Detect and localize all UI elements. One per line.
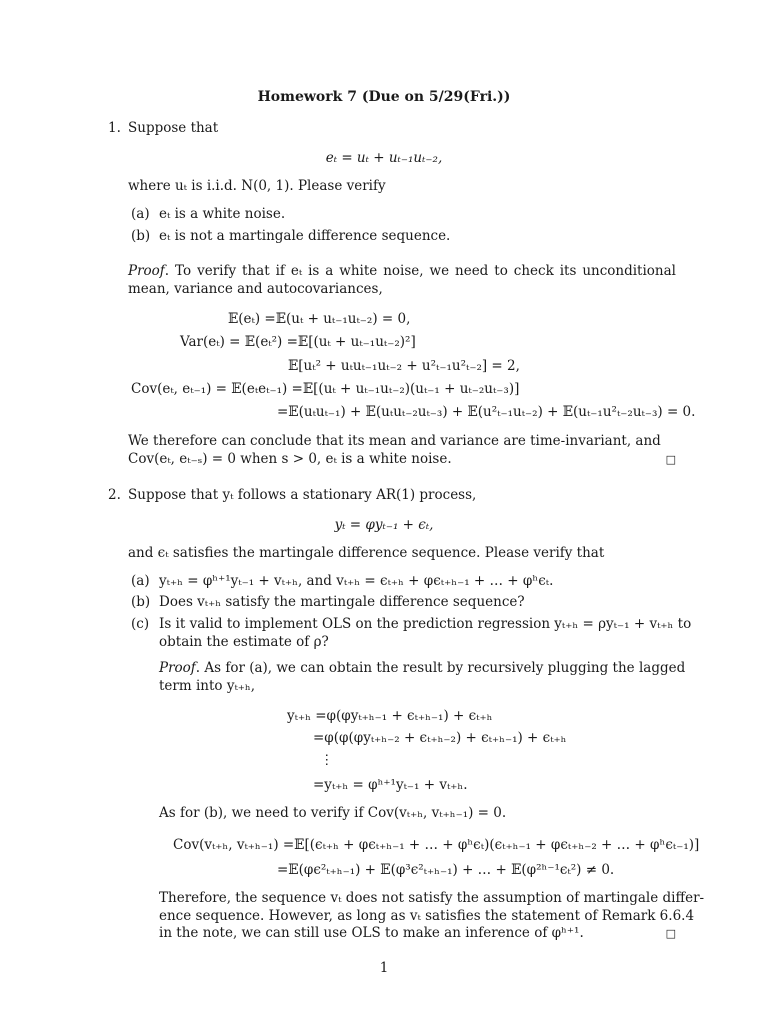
q1-qed-symbol: □ xyxy=(665,453,676,466)
q2-therefore-line-3: in the note, we can still use OLS to make an inference of φʰ⁺¹. xyxy=(159,925,584,941)
q2-proof-label: Proof xyxy=(159,660,196,676)
q2-proof-line-1 xyxy=(159,660,685,678)
q2-proof-line-2: term into yₜ₊ₕ, xyxy=(159,678,256,694)
q2-qed-symbol: □ xyxy=(665,927,676,940)
q2-number: 2. xyxy=(108,487,121,503)
q1-item-b-label: (b) xyxy=(131,228,151,244)
q2-therefore-line-2: ence sequence. However, as long as vₜ satisfies the statement of Remark 6.6.4 xyxy=(159,908,695,924)
q1-item-a-text: eₜ is a white noise. xyxy=(159,206,286,222)
q2-item-c-label: (c) xyxy=(131,616,150,632)
q2-item-c-text-2: obtain the estimate of ρ? xyxy=(159,634,329,650)
q1-eq-cov-result: =𝔼(uₜuₜ₋₁) + 𝔼(uₜuₜ₋₂uₜ₋₃) + 𝔼(u²ₜ₋₁uₜ₋₂) + 𝔼(uₜ₋₁u²ₜ₋₂uₜ₋₃) = 0. xyxy=(277,404,696,420)
q2-cov-line-2: =𝔼(φϵ²ₜ₊ₕ₋₁) + 𝔼(φ³ϵ²ₜ₊ₕ₋₁) + … + 𝔼(φ²ʰ⁻¹ϵₜ²) ≠ 0. xyxy=(277,862,615,878)
q1-item-a-label: (a) xyxy=(131,206,150,222)
q1-proof-text: . To verify that if eₜ is a white noise, we need to check its unconditional mean, variance and autocovariances, xyxy=(128,263,676,297)
q1-eq-var-expanded: 𝔼[uₜ² + uₜuₜ₋₁uₜ₋₂ + u²ₜ₋₁u²ₜ₋₂] = 2, xyxy=(288,358,520,374)
q2-mds: and ϵₜ satisfies the martingale difference sequence. Please verify that xyxy=(128,545,605,561)
q1-item-b-text: eₜ is not a martingale difference sequence. xyxy=(159,228,451,244)
q1-conclusion-line-1: We therefore can conclude that its mean and variance are time-invariant, and xyxy=(128,433,661,449)
q2-item-c-text: Is it valid to implement OLS on the prediction regression yₜ₊ₕ = ρyₜ₋₁ + vₜ₊ₕ to xyxy=(159,616,692,632)
page-number: 1 xyxy=(379,960,389,976)
homework-title: Homework 7 (Due on 5/29(Fri.)) xyxy=(257,89,511,105)
q1-eq-cov: Cov(eₜ, eₜ₋₁) = 𝔼(eₜeₜ₋₁) =𝔼[(uₜ + uₜ₋₁uₜ₋₂)(uₜ₋₁ + uₜ₋₂uₜ₋₃)] xyxy=(131,381,520,397)
q2-proof-text-1: . As for (a), we can obtain the result by recursively plugging the lagged xyxy=(195,660,686,676)
q2-therefore-line-1: Therefore, the sequence vₜ does not satisfy the assumption of martingale differ- xyxy=(159,890,705,906)
q2-intro: Suppose that yₜ follows a stationary AR(1) process, xyxy=(128,487,477,503)
q2-rec-line-2: =φ(φ(φyₜ₊ₕ₋₂ + ϵₜ₊ₕ₋₂) + ϵₜ₊ₕ₋₁) + ϵₜ₊ₕ xyxy=(313,730,567,746)
q1-intro: Suppose that xyxy=(128,120,219,136)
q2-part-b: As for (b), we need to verify if Cov(vₜ₊ₕ, vₜ₊ₕ₋₁) = 0. xyxy=(159,805,507,821)
q1-conclusion-line-2: Cov(eₜ, eₜ₋ₛ) = 0 when s > 0, eₜ is a white noise. xyxy=(128,451,452,467)
q2-rec-line-1: yₜ₊ₕ =φ(φyₜ₊ₕ₋₁ + ϵₜ₊ₕ₋₁) + ϵₜ₊ₕ xyxy=(287,708,493,724)
q2-item-b-label: (b) xyxy=(131,594,151,610)
q1-proof-label: Proof xyxy=(128,263,165,279)
q2-rec-line-4: =yₜ₊ₕ = φʰ⁺¹yₜ₋₁ + vₜ₊ₕ. xyxy=(313,777,468,793)
q2-item-a-label: (a) xyxy=(131,573,150,589)
q2-equation: yₜ = φyₜ₋₁ + ϵₜ, xyxy=(334,517,434,533)
q2-cov-line-1: Cov(vₜ₊ₕ, vₜ₊ₕ₋₁) =𝔼[(ϵₜ₊ₕ + φϵₜ₊ₕ₋₁ + … + φʰϵₜ)(ϵₜ₊ₕ₋₁ + φϵₜ₊ₕ₋₂ + … + φʰϵₜ₋₁)] xyxy=(173,837,700,853)
q2-item-b-text: Does vₜ₊ₕ satisfy the martingale difference sequence? xyxy=(159,594,525,610)
q1-number: 1. xyxy=(108,120,121,136)
q1-equation: eₜ = uₜ + uₜ₋₁uₜ₋₂, xyxy=(325,150,443,166)
q1-eq-mean: 𝔼(eₜ) =𝔼(uₜ + uₜ₋₁uₜ₋₂) = 0, xyxy=(228,311,411,327)
q1-where: where uₜ is i.i.d. N(0, 1). Please verify xyxy=(128,178,386,194)
q1-eq-var: Var(eₜ) = 𝔼(eₜ²) =𝔼[(uₜ + uₜ₋₁uₜ₋₂)²] xyxy=(180,334,416,350)
q2-item-a-text: yₜ₊ₕ = φʰ⁺¹yₜ₋₁ + vₜ₊ₕ, and vₜ₊ₕ = ϵₜ₊ₕ + φϵₜ₊ₕ₋₁ + … + φʰϵₜ. xyxy=(159,573,554,589)
q2-rec-vdots: ⋮ xyxy=(320,752,334,768)
q1-proof-paragraph xyxy=(128,263,676,298)
